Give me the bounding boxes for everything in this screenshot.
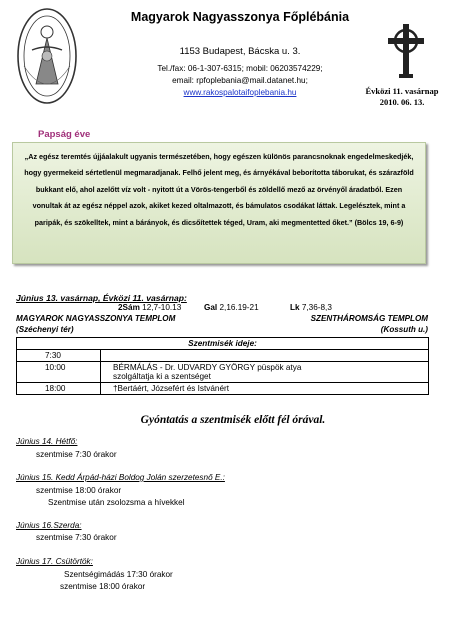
- table-row: [17, 383, 429, 395]
- day-heading: Június 16.Szerda:: [16, 521, 82, 530]
- church-right-name: SZENTHÁROMSÁG TEMPLOM: [310, 314, 428, 323]
- church-right-place: (Kossuth u.): [380, 325, 428, 334]
- confession-note: Gyóntatás a szentmisék előtt fél órával.: [140, 414, 326, 426]
- mass-time: 18:00: [17, 383, 101, 395]
- day-line: szentmise 7:30 órakor: [36, 533, 117, 542]
- mass-time: 10:00: [17, 362, 101, 383]
- day-line: szentmise 18:00 órakor: [60, 582, 146, 591]
- table-header-row: [17, 338, 429, 350]
- day-line: szentmise 7:30 órakor: [36, 450, 117, 459]
- church-left-name: MAGYAROK NAGYASSZONYA TEMPLOM: [16, 314, 176, 323]
- day-heading: Június 15. Kedd Árpád-házi Boldog Jolán szerzetesnő E.:: [16, 473, 225, 482]
- parish-logo: [16, 6, 78, 106]
- parish-email: email: rpfoplebania@mail.datanet.hu;: [172, 76, 308, 85]
- mass-desc: BÉRMÁLÁS - Dr. UDVARDY GYÖRGY püspök atya szolgáltatja ki a szentséget: [101, 362, 429, 383]
- mass-desc: †Bertáért, Józsefért és Istvánért: [101, 383, 429, 395]
- section-title: Papság éve: [38, 129, 91, 140]
- parish-phone: Tel./fax: 06-1-307-6315; mobil: 06203574229;: [157, 64, 323, 73]
- church-right: [300, 313, 428, 335]
- reading-1: 2Sám 12,7-10.13: [118, 303, 182, 312]
- mass-schedule-table: [16, 337, 429, 395]
- table-header: Szentmisék ideje:: [17, 338, 429, 350]
- table-row: [17, 362, 429, 383]
- website-row: [120, 88, 360, 97]
- day-heading: Június 14. Hétfő:: [16, 437, 78, 446]
- bulletin-date: 2010. 06. 13.: [379, 97, 425, 107]
- day-heading: Június 17. Csütörtök:: [16, 557, 93, 566]
- celtic-cross-icon: [384, 22, 428, 80]
- reading-3: Lk 7,36-8,3: [290, 303, 332, 312]
- day-line: szentmise 18:00 órakor: [36, 486, 122, 495]
- mass-desc: [101, 350, 429, 362]
- mass-time: 7:30: [17, 350, 101, 362]
- sunday-name: Évközi 11. vasárnap: [365, 86, 439, 96]
- day-line: Szentségimádás 17:30 órakor: [64, 570, 173, 579]
- table-row: [17, 350, 429, 362]
- parish-address: 1153 Budapest, Bácska u. 3.: [179, 46, 301, 57]
- quote-text: „Az egész teremtés újjáalakult ugyanis természetében, hogy egészen különös parancsnoknak engedelmeskedjék, hogy gyermekeid sértetlenül megmaradjanak. Felhő jelent meg, és árnyékával beborította táborukat, és szárazföld bukkant elő, ahol azelőtt víz volt - nyitott út a Vörös-tengerből és zöldellő mező az örvényől áradatból. Ezen vonultak át az egész néppel azok, akiket kezed oltalmazott, és bámulatos csodákat láttak. Legelésztek, mint a paripák, és szökelltek, mint a bárányok, és dicsőítettek téged, Uram, aki megmentetted őket.” (Bölcs 19, 6-9): [24, 152, 414, 227]
- reading-2: Gal 2,16.19-21: [204, 303, 259, 312]
- church-left-place: (Széchenyi tér): [16, 325, 74, 334]
- day-line: Szentmise után zsolozsma a hívekkel: [48, 498, 185, 507]
- website-link[interactable]: www.rakospalotaifoplebania.hu: [183, 88, 297, 97]
- church-left: [16, 313, 175, 335]
- sunday-line: Június 13. vasárnap, Évközi 11. vasárnap:: [16, 293, 187, 303]
- parish-name: Magyarok Nagyasszonya Főplébánia: [130, 10, 350, 24]
